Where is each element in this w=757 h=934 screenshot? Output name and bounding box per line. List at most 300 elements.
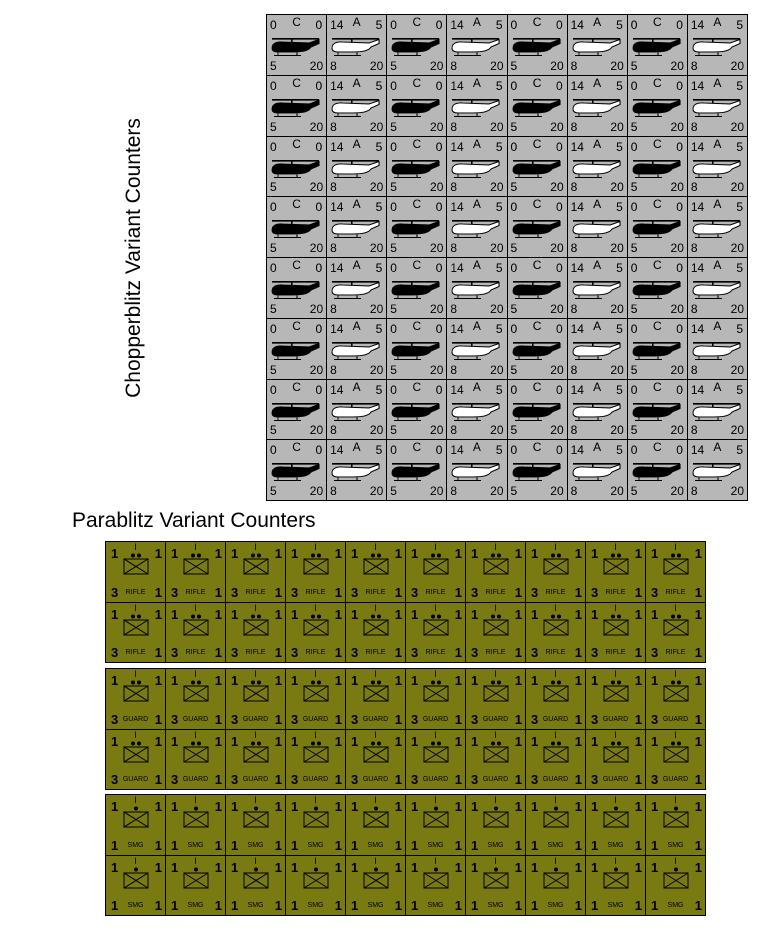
- counter-defense-value: 5: [495, 200, 503, 215]
- counter-range-value: 1: [574, 584, 582, 600]
- smg-counter[interactable]: [226, 795, 285, 855]
- chopper-counter-C[interactable]: [628, 137, 687, 197]
- counter-range-value: 20: [430, 423, 444, 438]
- counter-attack-value: 1: [531, 606, 539, 622]
- counter-defense-value: 0: [435, 321, 443, 336]
- counter-attack-value: 14: [570, 139, 584, 154]
- counter-range-value: 20: [670, 119, 684, 134]
- unit-size-marker: I: [194, 729, 197, 740]
- smg-counter[interactable]: [646, 856, 705, 916]
- unit-type-label: RIFLE: [125, 649, 146, 656]
- counter-attack-value: 1: [351, 799, 359, 814]
- chopper-counter-A[interactable]: [568, 137, 627, 197]
- chopper-counter-A[interactable]: [447, 440, 506, 500]
- counter-type-letter: C: [652, 136, 662, 151]
- counter-defense-value: 5: [616, 200, 623, 215]
- counter-attack-value: 14: [330, 78, 344, 93]
- unit-type-label: SMG: [607, 841, 624, 849]
- chopper-counter-C[interactable]: [628, 258, 687, 318]
- counter-range-value: 1: [694, 711, 702, 727]
- counter-defense-value: 5: [736, 261, 743, 275]
- counter-move-value: 5: [270, 484, 277, 498]
- chopper-counter-A[interactable]: [568, 319, 627, 379]
- smg-counter[interactable]: [466, 795, 525, 855]
- chopper-counter-A[interactable]: [568, 15, 627, 75]
- counter-range-value: 1: [454, 584, 462, 600]
- counter-range-value: 1: [274, 711, 282, 727]
- counter-attack-value: 1: [651, 733, 659, 749]
- unit-type-label: GUARD: [482, 715, 509, 723]
- counter-attack-value: 1: [171, 859, 179, 875]
- counter-defense-value: 0: [435, 443, 443, 458]
- helicopter-icon: [630, 94, 683, 118]
- rifle-counter[interactable]: [586, 603, 645, 663]
- counter-move-value: 3: [111, 772, 119, 787]
- chopper-counter-A[interactable]: [327, 76, 386, 136]
- helicopter-icon: [389, 33, 442, 57]
- counter-defense-value: 1: [514, 673, 522, 688]
- unit-size-marker: I: [614, 542, 617, 552]
- chopper-counter-A[interactable]: [447, 319, 506, 379]
- rifle-counter[interactable]: [646, 603, 705, 663]
- chopper-counter-A[interactable]: [568, 380, 627, 440]
- chopper-counter-C[interactable]: [267, 319, 326, 379]
- chopper-counter-C[interactable]: [628, 319, 687, 379]
- counter-defense-value: 1: [574, 799, 582, 814]
- counter-move-value: 1: [291, 837, 299, 853]
- guard-counter[interactable]: [646, 669, 705, 729]
- counter-type-letter: C: [412, 440, 422, 455]
- infantry-symbol-icon: [183, 865, 209, 895]
- unit-type-label: RIFLE: [545, 649, 566, 656]
- chopper-counter-A[interactable]: [327, 319, 386, 379]
- rifle-counter[interactable]: [406, 542, 465, 602]
- counter-type-letter: A: [593, 440, 602, 455]
- rifle-counter[interactable]: [166, 542, 225, 602]
- unit-type-label: SMG: [367, 841, 384, 849]
- rifle-counter[interactable]: [226, 542, 285, 602]
- chopper-counter-C[interactable]: [267, 258, 326, 318]
- helicopter-outline-icon: [449, 215, 502, 239]
- chopper-counter-A[interactable]: [447, 15, 506, 75]
- counter-move-value: 3: [531, 772, 539, 787]
- rifle-counter[interactable]: [526, 542, 585, 602]
- counter-attack-value: 0: [270, 78, 277, 93]
- counter-attack-value: 0: [630, 321, 638, 336]
- unit-type-label: SMG: [247, 841, 264, 849]
- chopper-counter-C[interactable]: [267, 380, 326, 440]
- unit-size-marker: I: [374, 795, 377, 805]
- counter-defense-value: 5: [736, 382, 743, 397]
- unit-size-marker: I: [494, 729, 497, 740]
- rifle-counter[interactable]: [466, 542, 525, 602]
- chopper-counter-C[interactable]: [387, 258, 446, 318]
- counter-range-value: 20: [550, 241, 564, 255]
- counter-range-value: 1: [154, 711, 162, 727]
- counter-attack-value: 14: [570, 18, 584, 32]
- counter-defense-value: 1: [574, 606, 582, 622]
- counter-attack-value: 1: [111, 673, 119, 688]
- counter-type-letter: A: [352, 15, 361, 29]
- chopper-counter-C[interactable]: [267, 76, 326, 136]
- guard-counter[interactable]: [406, 730, 465, 790]
- counter-range-value: 20: [550, 423, 564, 438]
- counter-defense-value: 1: [334, 606, 342, 622]
- rifle-counter[interactable]: [106, 603, 165, 663]
- counter-type-letter: A: [352, 258, 361, 272]
- counter-move-value: 5: [270, 423, 277, 438]
- guard-counter[interactable]: [286, 730, 345, 790]
- smg-counter[interactable]: [586, 795, 645, 855]
- chopper-counter-A[interactable]: [447, 258, 506, 318]
- counter-range-value: 1: [274, 898, 282, 913]
- counter-move-value: 5: [510, 301, 518, 316]
- counter-attack-value: 1: [471, 606, 479, 622]
- smg-counter[interactable]: [286, 795, 345, 855]
- unit-size-marker: I: [314, 602, 317, 613]
- counter-type-letter: A: [352, 440, 361, 455]
- counter-type-letter: C: [532, 75, 542, 90]
- counter-type-letter: C: [412, 197, 422, 212]
- unit-size-marker: I: [674, 542, 677, 552]
- smg-counter[interactable]: [406, 856, 465, 916]
- counter-range-value: 1: [454, 837, 462, 853]
- rifle-counter[interactable]: [646, 542, 705, 602]
- smg-counter[interactable]: [166, 795, 225, 855]
- counter-range-value: 20: [550, 58, 564, 73]
- infantry-symbol-icon: [483, 804, 509, 834]
- counter-attack-value: 0: [510, 321, 518, 336]
- chopper-counter-A[interactable]: [688, 258, 747, 318]
- chopper-counter-A[interactable]: [327, 440, 386, 500]
- chopper-counter-A[interactable]: [688, 76, 747, 136]
- chopper-counter-A[interactable]: [688, 440, 747, 500]
- chopper-counter-C[interactable]: [387, 380, 446, 440]
- counter-attack-value: 1: [591, 859, 599, 875]
- chopper-counter-C[interactable]: [267, 15, 326, 75]
- counter-move-value: 1: [591, 898, 599, 913]
- smg-counter[interactable]: [586, 856, 645, 916]
- counter-move-value: 1: [531, 837, 539, 853]
- counter-defense-value: 1: [394, 859, 402, 875]
- counter-type-letter: C: [292, 440, 301, 455]
- counter-type-letter: C: [652, 197, 662, 212]
- infantry-symbol-icon: [363, 612, 389, 642]
- infantry-symbol-icon: [423, 804, 449, 834]
- smg-counter[interactable]: [286, 856, 345, 916]
- chopper-counter-C[interactable]: [387, 15, 446, 75]
- helicopter-outline-icon: [570, 458, 623, 482]
- guard-counter[interactable]: [526, 730, 585, 790]
- counter-attack-value: 1: [291, 733, 299, 749]
- unit-type-label: RIFLE: [185, 649, 206, 656]
- counter-move-value: 3: [351, 711, 359, 727]
- chopper-counter-C[interactable]: [508, 258, 567, 318]
- counter-defense-value: 5: [375, 261, 383, 275]
- guard-counter[interactable]: [226, 669, 285, 729]
- counter-attack-value: 1: [411, 733, 419, 749]
- counter-move-value: 3: [591, 645, 599, 660]
- guard-counter[interactable]: [166, 669, 225, 729]
- smg-counter[interactable]: [346, 795, 405, 855]
- infantry-symbol-icon: [543, 678, 569, 708]
- rifle-counter[interactable]: [406, 603, 465, 663]
- counter-attack-value: 0: [630, 78, 638, 93]
- unit-size-marker: I: [254, 795, 257, 805]
- chopper-counter-C[interactable]: [267, 440, 326, 500]
- guard-counter[interactable]: [226, 730, 285, 790]
- counter-type-letter: A: [713, 379, 722, 394]
- unit-size-marker: I: [434, 542, 437, 552]
- counter-move-value: 3: [531, 711, 539, 727]
- chopper-counter-C[interactable]: [508, 15, 567, 75]
- chopper-counter-C[interactable]: [387, 319, 446, 379]
- counter-move-value: 5: [510, 119, 518, 134]
- chopper-counter-A[interactable]: [568, 258, 627, 318]
- counter-defense-value: 5: [495, 261, 503, 275]
- counter-attack-value: 1: [291, 673, 299, 688]
- chopper-counter-C[interactable]: [508, 197, 567, 257]
- smg-counter[interactable]: [346, 856, 405, 916]
- rifle-counter[interactable]: [286, 542, 345, 602]
- counter-attack-value: 0: [270, 18, 277, 32]
- infantry-symbol-icon: [243, 804, 269, 834]
- unit-type-label: RIFLE: [305, 588, 326, 596]
- chopper-counter-C[interactable]: [508, 380, 567, 440]
- counter-attack-value: 1: [231, 546, 239, 561]
- chopper-counter-C[interactable]: [267, 137, 326, 197]
- chopper-counter-C[interactable]: [267, 197, 326, 257]
- counter-move-value: 3: [231, 645, 239, 660]
- counter-move-value: 8: [330, 58, 337, 73]
- counter-defense-value: 0: [676, 200, 683, 215]
- smg-counter[interactable]: [226, 856, 285, 916]
- unit-type-label: GUARD: [182, 776, 209, 783]
- chopper-counter-A[interactable]: [327, 258, 386, 318]
- guard-counter[interactable]: [466, 669, 525, 729]
- rifle-counter[interactable]: [346, 542, 405, 602]
- rifle-counter[interactable]: [106, 542, 165, 602]
- counter-attack-value: 0: [270, 261, 277, 275]
- chopper-counter-A[interactable]: [688, 137, 747, 197]
- counter-attack-value: 14: [690, 78, 705, 93]
- counter-range-value: 1: [214, 772, 222, 787]
- counter-defense-value: 0: [555, 382, 563, 397]
- counter-attack-value: 0: [630, 139, 638, 154]
- counter-move-value: 1: [411, 898, 419, 913]
- chopper-counter-C[interactable]: [628, 76, 687, 136]
- guard-counter[interactable]: [406, 669, 465, 729]
- chopper-counter-A[interactable]: [447, 380, 506, 440]
- guard-counter[interactable]: [166, 730, 225, 790]
- smg-counter[interactable]: [526, 856, 585, 916]
- counter-move-value: 1: [351, 898, 359, 913]
- helicopter-icon: [389, 398, 442, 422]
- counter-defense-value: 5: [375, 18, 383, 32]
- counter-defense-value: 0: [435, 18, 443, 32]
- rifle-counter[interactable]: [286, 603, 345, 663]
- helicopter-outline-icon: [449, 94, 502, 118]
- infantry-symbol-icon: [123, 551, 149, 581]
- counter-range-value: 20: [369, 301, 384, 316]
- helicopter-outline-icon: [329, 458, 382, 482]
- counter-move-value: 3: [291, 772, 299, 787]
- guard-counter[interactable]: [466, 730, 525, 790]
- counter-move-value: 3: [471, 711, 479, 727]
- unit-type-label: SMG: [607, 902, 624, 909]
- counter-defense-value: 5: [495, 139, 503, 154]
- counter-type-letter: A: [472, 258, 481, 272]
- smg-counter[interactable]: [166, 856, 225, 916]
- unit-type-label: GUARD: [242, 715, 269, 723]
- unit-size-marker: I: [194, 602, 197, 613]
- counter-attack-value: 1: [411, 673, 419, 688]
- counter-defense-value: 1: [574, 859, 582, 875]
- chopper-counter-A[interactable]: [688, 380, 747, 440]
- guard-counter[interactable]: [526, 669, 585, 729]
- infantry-symbol-icon: [543, 804, 569, 834]
- guard-counter[interactable]: [106, 730, 165, 790]
- guard-counter[interactable]: [346, 730, 405, 790]
- counter-range-value: 20: [490, 423, 504, 438]
- counter-move-value: 8: [570, 301, 578, 316]
- counter-defense-value: 5: [616, 321, 623, 336]
- unit-type-label: SMG: [367, 902, 384, 909]
- unit-size-marker: I: [194, 795, 197, 805]
- smg-counter[interactable]: [106, 795, 165, 855]
- counter-defense-value: 0: [315, 18, 323, 32]
- counter-range-value: 1: [334, 837, 342, 853]
- helicopter-icon: [389, 276, 442, 300]
- helicopter-icon: [630, 155, 683, 179]
- smg-counter[interactable]: [646, 795, 705, 855]
- chopper-counter-C[interactable]: [387, 440, 446, 500]
- chopper-counter-A[interactable]: [327, 15, 386, 75]
- chopper-counter-A[interactable]: [447, 197, 506, 257]
- helicopter-outline-icon: [329, 276, 382, 300]
- chopper-counter-A[interactable]: [688, 15, 747, 75]
- counter-defense-value: 1: [694, 859, 702, 875]
- guard-counter[interactable]: [346, 669, 405, 729]
- unit-type-label: RIFLE: [425, 588, 446, 596]
- chopper-counter-A[interactable]: [447, 76, 506, 136]
- unit-size-marker: I: [554, 602, 557, 613]
- chopper-counter-C[interactable]: [628, 15, 687, 75]
- counter-range-value: 1: [154, 837, 162, 853]
- infantry-symbol-icon: [303, 804, 329, 834]
- unit-size-marker: I: [554, 542, 557, 552]
- chopper-counter-C[interactable]: [508, 137, 567, 197]
- chopper-counter-A[interactable]: [447, 137, 506, 197]
- counter-defense-value: 1: [574, 546, 582, 561]
- chopper-counter-A[interactable]: [688, 197, 747, 257]
- chopper-counter-A[interactable]: [568, 76, 627, 136]
- guard-counter[interactable]: [646, 730, 705, 790]
- counter-range-value: 20: [430, 301, 444, 316]
- rifle-counter[interactable]: [346, 603, 405, 663]
- chopper-counter-A[interactable]: [688, 319, 747, 379]
- counter-move-value: 3: [471, 645, 479, 660]
- chopper-counter-C[interactable]: [508, 319, 567, 379]
- chopper-counter-A[interactable]: [327, 137, 386, 197]
- counter-defense-value: 1: [634, 733, 642, 749]
- rifle-counter[interactable]: [226, 603, 285, 663]
- counter-defense-value: 5: [736, 78, 743, 93]
- smg-counter[interactable]: [406, 795, 465, 855]
- smg-counter[interactable]: [106, 856, 165, 916]
- counter-type-letter: A: [472, 440, 481, 455]
- counter-type-letter: A: [352, 379, 361, 394]
- counter-move-value: 5: [510, 362, 518, 377]
- guard-counter[interactable]: [106, 669, 165, 729]
- chopper-counter-A[interactable]: [568, 440, 627, 500]
- counter-move-value: 3: [411, 711, 419, 727]
- counter-type-letter: C: [292, 136, 301, 151]
- rifle-counter[interactable]: [166, 603, 225, 663]
- counter-defense-value: 0: [315, 78, 323, 93]
- counter-range-value: 20: [490, 301, 504, 316]
- chopper-counter-C[interactable]: [628, 440, 687, 500]
- smg-counter[interactable]: [466, 856, 525, 916]
- chopper-counter-A[interactable]: [568, 197, 627, 257]
- unit-size-marker: I: [194, 855, 197, 866]
- smg-counter[interactable]: [526, 795, 585, 855]
- chopper-counter-C[interactable]: [628, 380, 687, 440]
- counter-range-value: 1: [634, 584, 642, 600]
- counter-attack-value: 1: [171, 606, 179, 622]
- counter-move-value: 3: [591, 711, 599, 727]
- chopper-counter-C[interactable]: [387, 137, 446, 197]
- guard-counter[interactable]: [286, 669, 345, 729]
- unit-type-label: RIFLE: [665, 649, 686, 656]
- rifle-counter[interactable]: [526, 603, 585, 663]
- counter-defense-value: 1: [454, 799, 462, 814]
- counter-range-value: 20: [430, 180, 444, 195]
- counter-defense-value: 1: [274, 546, 282, 561]
- unit-type-label: SMG: [427, 902, 444, 909]
- guard-counter[interactable]: [586, 669, 645, 729]
- chopper-counter-A[interactable]: [327, 380, 386, 440]
- guard-counter[interactable]: [586, 730, 645, 790]
- counter-range-value: 20: [730, 423, 744, 438]
- counter-attack-value: 1: [231, 733, 239, 749]
- chopper-counter-C[interactable]: [508, 76, 567, 136]
- counter-move-value: 5: [630, 484, 638, 498]
- rifle-counter[interactable]: [466, 603, 525, 663]
- infantry-symbol-icon: [243, 612, 269, 642]
- chopper-counter-C[interactable]: [508, 440, 567, 500]
- chopper-counter-C[interactable]: [628, 197, 687, 257]
- helicopter-outline-icon: [570, 215, 623, 239]
- unit-type-label: GUARD: [242, 776, 269, 783]
- unit-size-marker: I: [314, 795, 317, 805]
- chopper-counter-A[interactable]: [327, 197, 386, 257]
- counter-defense-value: 0: [555, 139, 563, 154]
- unit-size-marker: I: [554, 669, 557, 679]
- unit-size-marker: I: [134, 729, 137, 740]
- counter-move-value: 8: [570, 423, 578, 438]
- counter-range-value: 1: [214, 584, 222, 600]
- counter-defense-value: 1: [394, 546, 402, 561]
- chopper-counter-C[interactable]: [387, 197, 446, 257]
- chopper-counter-C[interactable]: [387, 76, 446, 136]
- rifle-counter[interactable]: [586, 542, 645, 602]
- counter-defense-value: 0: [676, 382, 683, 397]
- counter-range-value: 1: [274, 645, 282, 660]
- counter-attack-value: 1: [471, 859, 479, 875]
- counter-range-value: 1: [334, 711, 342, 727]
- counter-range-value: 20: [430, 241, 444, 255]
